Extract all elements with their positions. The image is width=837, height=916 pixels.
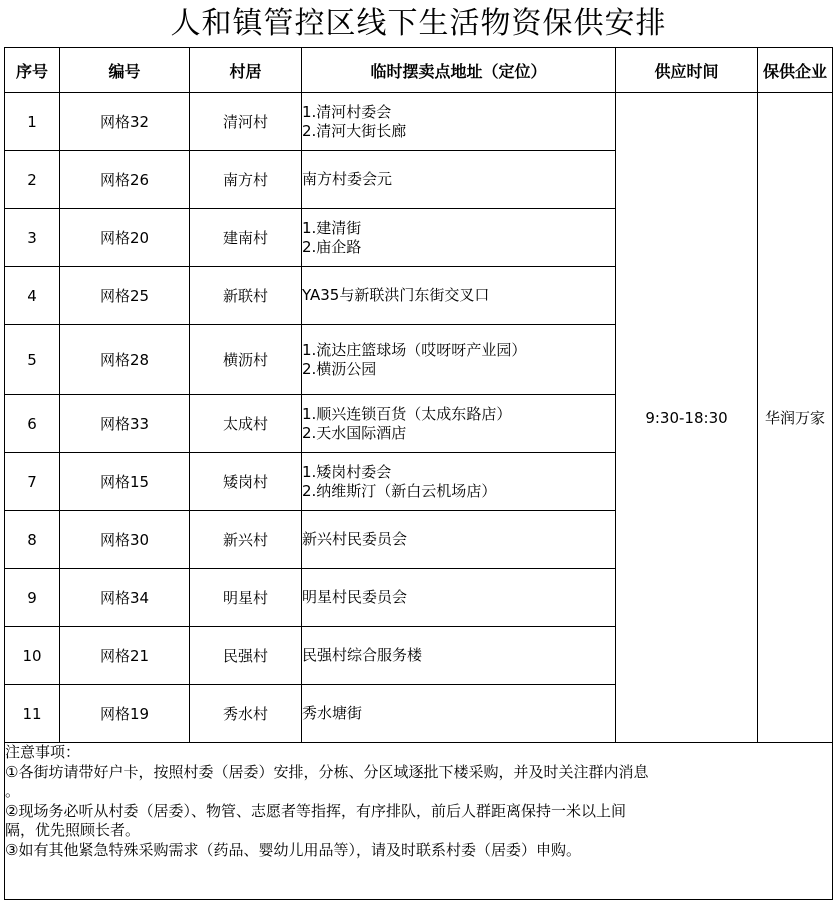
note-item: ①各街坊请带好户卡，按照村委（居委）安排，分栋、分区域逐批下楼采购，并及时关注群内消息 xyxy=(5,762,649,781)
cell-address xyxy=(302,511,616,569)
header-supply-time: 供应时间 xyxy=(616,48,758,93)
cell-seq: 6 xyxy=(5,395,60,453)
address-line: YA35与新联洪门东街交叉口 xyxy=(302,286,490,304)
cell-seq: 3 xyxy=(5,209,60,267)
table-row xyxy=(5,93,833,151)
address-line: 明星村民委员会 xyxy=(302,588,408,606)
cell-village: 民强村 xyxy=(190,627,302,685)
address-line: 秀水塘街 xyxy=(302,704,363,722)
cell-supply-time: 9:30-18:30 xyxy=(616,93,758,743)
cell-seq: 8 xyxy=(5,511,60,569)
cell-address xyxy=(302,209,616,267)
note-item: 。 xyxy=(5,782,21,800)
notes-section xyxy=(5,743,833,900)
supply-schedule-table xyxy=(4,47,833,900)
notes-heading: 注意事项： xyxy=(5,743,81,761)
address-line: 1.流达庄篮球场（哎呀呀产业园） xyxy=(302,340,527,359)
cell-village: 秀水村 xyxy=(190,685,302,743)
cell-village: 明星村 xyxy=(190,569,302,627)
cell-code: 网格32 xyxy=(60,93,190,151)
cell-address xyxy=(302,395,616,453)
address-line: 2.纳维斯汀（新白云机场店） xyxy=(302,481,497,500)
address-line: 1.顺兴连锁百货（太成东路店） xyxy=(302,404,512,423)
address-line: 1.建清街 xyxy=(302,218,362,237)
cell-village: 新兴村 xyxy=(190,511,302,569)
header-village: 村居 xyxy=(190,48,302,93)
header-address: 临时摆卖点地址（定位） xyxy=(302,48,616,93)
header-code: 编号 xyxy=(60,48,190,93)
address-line: 2.清河大街长廊 xyxy=(302,121,407,140)
header-seq: 序号 xyxy=(5,48,60,93)
cell-code: 网格19 xyxy=(60,685,190,743)
cell-village: 横沥村 xyxy=(190,325,302,395)
cell-company: 华润万家 xyxy=(758,93,833,743)
cell-seq: 5 xyxy=(5,325,60,395)
address-line: 南方村委会元 xyxy=(302,170,393,188)
cell-village: 新联村 xyxy=(190,267,302,325)
cell-address xyxy=(302,685,616,743)
address-line: 民强村综合服务楼 xyxy=(302,646,423,664)
cell-village: 建南村 xyxy=(190,209,302,267)
note-item: 隔，优先照顾长者。 xyxy=(5,821,141,839)
cell-address xyxy=(302,267,616,325)
cell-village: 太成村 xyxy=(190,395,302,453)
cell-seq: 4 xyxy=(5,267,60,325)
cell-seq: 11 xyxy=(5,685,60,743)
cell-code: 网格25 xyxy=(60,267,190,325)
note-item: ②现场务必听从村委（居委）、物管、志愿者等指挥，有序排队，前后人群距离保持一米以上间 xyxy=(5,801,626,820)
cell-seq: 7 xyxy=(5,453,60,511)
table-header-row xyxy=(5,48,833,93)
cell-address xyxy=(302,151,616,209)
cell-seq: 1 xyxy=(5,93,60,151)
header-company: 保供企业 xyxy=(758,48,833,93)
cell-code: 网格21 xyxy=(60,627,190,685)
cell-address xyxy=(302,569,616,627)
cell-address xyxy=(302,93,616,151)
address-line: 1.矮岗村委会 xyxy=(302,462,392,481)
cell-address xyxy=(302,627,616,685)
cell-code: 网格30 xyxy=(60,511,190,569)
page-title: 人和镇管控区线下生活物资保供安排 xyxy=(170,6,667,41)
address-line: 2.庙企路 xyxy=(302,237,362,256)
address-line: 2.横沥公园 xyxy=(302,359,377,378)
cell-code: 网格34 xyxy=(60,569,190,627)
cell-code: 网格28 xyxy=(60,325,190,395)
cell-address xyxy=(302,453,616,511)
cell-code: 网格20 xyxy=(60,209,190,267)
cell-code: 网格26 xyxy=(60,151,190,209)
cell-seq: 10 xyxy=(5,627,60,685)
cell-village: 南方村 xyxy=(190,151,302,209)
cell-code: 网格33 xyxy=(60,395,190,453)
note-item: ③如有其他紧急特殊采购需求（药品、婴幼儿用品等），请及时联系村委（居委）申购。 xyxy=(5,840,581,859)
address-line: 1.清河村委会 xyxy=(302,102,392,121)
address-line: 2.天水国际酒店 xyxy=(302,423,407,442)
cell-village: 清河村 xyxy=(190,93,302,151)
address-line: 新兴村民委员会 xyxy=(302,530,408,548)
cell-seq: 9 xyxy=(5,569,60,627)
cell-seq: 2 xyxy=(5,151,60,209)
cell-code: 网格15 xyxy=(60,453,190,511)
cell-village: 矮岗村 xyxy=(190,453,302,511)
cell-address xyxy=(302,325,616,395)
